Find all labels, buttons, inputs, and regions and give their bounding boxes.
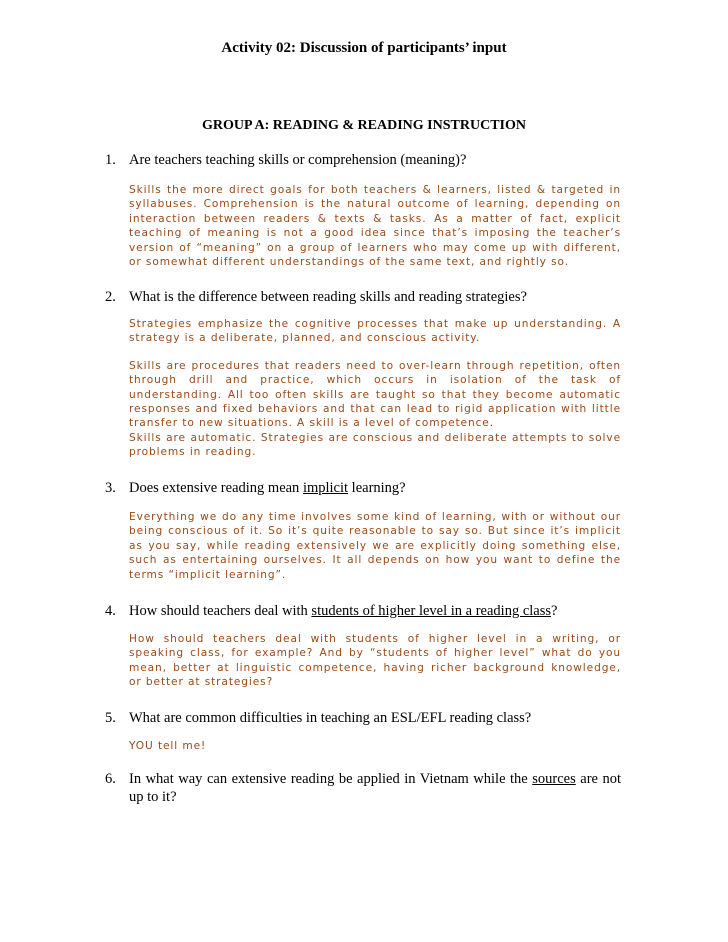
question-number: 2. (105, 289, 116, 305)
answer-paragraph: Strategies emphasize the cognitive processes that make up understanding. A strategy is a deliberate, planned, and conscious activity. (129, 318, 621, 345)
question-text: In what way can extensive reading be applied in Vietnam while the sources are not up to it? (129, 771, 621, 805)
question-text: Are teachers teaching skills or comprehension (meaning)? (129, 152, 467, 168)
underlined-term: sources (532, 771, 576, 787)
question-number: 4. (105, 603, 116, 619)
answer-1 (129, 183, 621, 269)
question-3 (105, 479, 621, 497)
answer-paragraph: Everything we do any time involves some kind of learning, with or without our being conscious of it. So it’s quite reasonable to say so. But since it’s implicit as you say, while reading extensively we are explicitly doing something else, such as entertaining ourselves. It all depends on how you want to define the terms “implicit learning”. (129, 511, 621, 581)
question-number: 3. (105, 480, 116, 496)
answer-paragraph: Skills are automatic. Strategies are conscious and deliberate attempts to solve problems in reading. (129, 431, 621, 459)
question-number: 5. (105, 710, 116, 726)
answer-paragraph: Skills the more direct goals for both teachers & learners, listed & targeted in syllabuses. Comprehension is the natural outcome of learning, depending on interaction between readers & texts & tasks. As a matter of fact, explicit teaching of meaning is not a good idea since that’s imposing the teacher’s version of “meaning” on a group of learners who may come up with different, or somewhat different understandings of the same text, and rightly so. (129, 184, 621, 269)
answer-5 (129, 739, 621, 753)
answer-4 (129, 632, 621, 690)
question-text: What are common difficulties in teaching an ESL/EFL reading class? (129, 710, 532, 726)
question-number: 6. (105, 771, 116, 787)
question-1 (105, 151, 621, 169)
underlined-term: implicit (302, 480, 349, 496)
answer-3 (129, 510, 621, 582)
question-text: Does extensive reading mean implicit learning? (129, 480, 406, 496)
underlined-term: students of higher level in a reading class (311, 603, 552, 619)
question-number: 1. (105, 152, 116, 168)
document-title: Activity 02: Discussion of participants’ input (221, 40, 507, 56)
answer-paragraph: How should teachers deal with students of higher level in a writing, or speaking class, for example? And by “students of higher level” what do you mean, better at linguistic competence, having richer background knowledge, or better at strategies? (129, 633, 621, 689)
question-6 (105, 770, 621, 806)
question-5 (105, 709, 621, 727)
question-4 (105, 602, 621, 620)
question-text: What is the difference between reading skills and reading strategies? (129, 289, 527, 305)
answer-paragraph: YOU tell me! (129, 740, 207, 752)
answer-2 (129, 317, 621, 460)
answer-paragraph: Skills are procedures that readers need to over-learn through repetition, often through drill and practice, which occurs in isolation of the task of understanding. All too often skills are taught so that they become automatic responses and fixed behaviors and that can lead to rigid application with little transfer to new situations. A skill is a level of competence. (129, 359, 621, 430)
question-2 (105, 288, 621, 306)
group-title: GROUP A: READING & READING INSTRUCTION (202, 118, 526, 133)
question-text: How should teachers deal with students of higher level in a reading class? (129, 603, 558, 619)
